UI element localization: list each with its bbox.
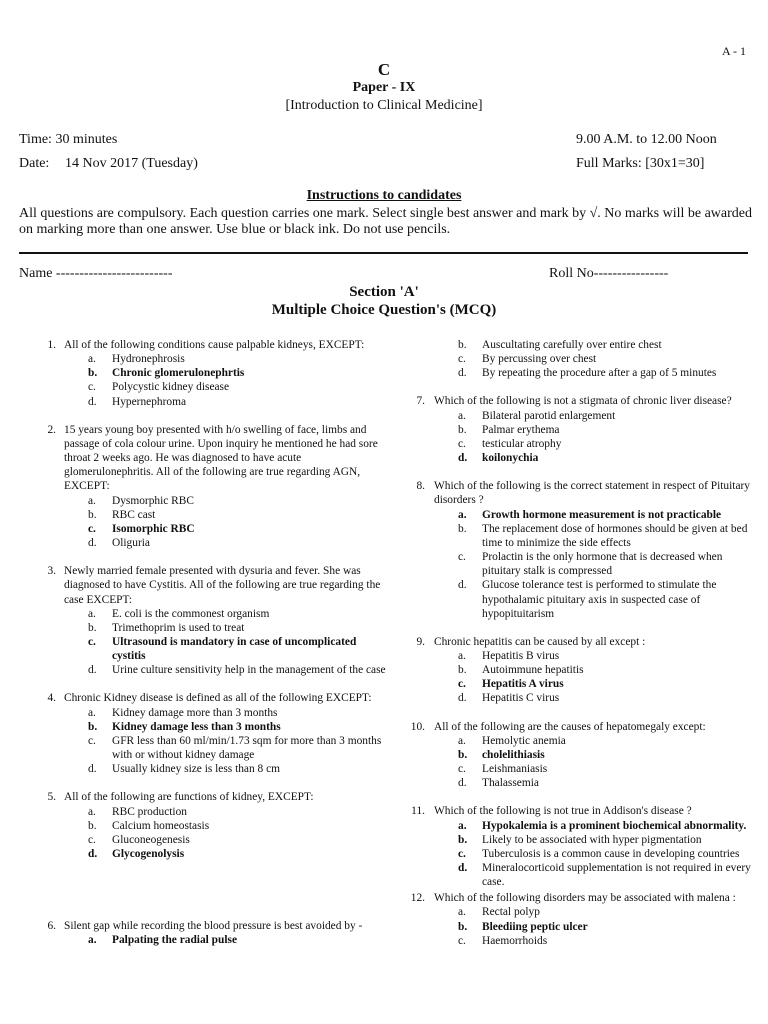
paper-number: Paper - IX [352,80,416,95]
answer-option[interactable]: a. Bilateral parotid enlargement [458,409,616,422]
answer-option[interactable]: b. Likely to be associated with hyper pigmentation [458,833,702,846]
answer-option[interactable]: d. Urine culture sensitivity help in the management of the case [88,664,386,677]
answer-option[interactable]: b. Auscultating carefully over entire chest [458,339,662,351]
question-number: 11. [411,805,425,818]
question-item [19,338,389,409]
question-text: Which of the following disorders may be associated with malena : [434,892,736,905]
answer-option[interactable]: d. Hepatitis C virus [458,692,560,705]
answer-option[interactable]: a. Hemolytic anemia [458,734,566,747]
question-number: 5. [47,791,56,804]
answer-option-marked[interactable]: a. Palpating the radial pulse [88,934,237,947]
section-title: Section 'A' [349,284,419,300]
answer-option[interactable]: a. Hepatitis B virus [458,649,560,662]
answer-option-marked[interactable]: b. Bleediing peptic ulcer [458,920,588,933]
answer-option-marked[interactable]: a. Growth hormone measurement is not practicable [458,508,722,521]
answer-option[interactable]: a. Kidney damage more than 3 months [88,706,278,719]
question-item [19,790,389,861]
question-text: All of the following are functions of kidney, EXCEPT: [64,791,314,804]
answer-option[interactable]: b. The replacement dose of hormones should be given at bed time to minimize the side effects [458,522,748,549]
exam-date-value: 14 Nov 2017 (Tuesday) [65,156,198,171]
answer-option[interactable]: c. testicular atrophy [458,437,562,450]
answer-option[interactable]: a. Rectal polyp [458,906,540,919]
question-number: 9. [416,635,425,648]
answer-option[interactable]: d. Mineralocorticoid supplementation is not required in every case. [458,862,751,889]
question-item [407,394,757,465]
answer-option[interactable]: a. E. coli is the commonest organism [88,607,270,620]
answer-option-marked[interactable]: b. Chronic glomerulonephrtis [88,367,245,380]
answer-option-marked[interactable]: d. koilonychia [458,452,539,465]
answer-option[interactable]: d. Usually kidney size is less than 8 cm [88,763,280,776]
answer-option[interactable]: c. Prolactin is the only hormone that is decreased when pituitary stalk is compressed [458,551,723,578]
answer-option[interactable]: b. Trimethoprim is used to treat [88,621,245,634]
questions-right-column [407,338,757,962]
question-item [19,691,389,776]
question-item [407,479,757,621]
answer-option[interactable]: c. By percussing over chest [458,353,597,366]
question-number: 10. [410,720,425,733]
question-number: 1. [47,339,56,351]
question-text: All of the following conditions cause palpable kidneys, EXCEPT: [64,339,365,351]
answer-option[interactable]: d. Oliguria [88,537,150,550]
question-text: Newly married female presented with dysuria and fever. She was diagnosed to have Cystitis. All of the following are true regarding the case EXCEPT: [64,565,381,606]
candidate-name-field: Name ------------------------- [19,266,173,281]
answer-option-marked[interactable]: c. Ultrasound is mandatory in case of uncomplicated cystitis [88,635,357,663]
full-marks: Full Marks: [30x1=30] [576,156,705,171]
answer-option-marked[interactable]: b. Kidney damage less than 3 months [88,720,281,733]
paper-set-letter: C [377,60,391,79]
question-item-continued [407,338,757,380]
paper-subject: [Introduction to Clinical Medicine] [285,98,483,113]
answer-option[interactable]: b. Autoimmune hepatitis [458,664,584,677]
answer-option[interactable]: d. Thalassemia [458,777,539,790]
answer-option[interactable]: c. GFR less than 60 ml/min/1.73 sqm for more than 3 months with or without kidney damage [88,734,382,762]
answer-option[interactable]: d. Hypernephroma [88,395,187,408]
answer-option[interactable]: a. Dysmorphic RBC [88,494,194,507]
exam-time: Time: 30 minutes [19,132,118,147]
question-text: Which of the following is not a stigmata of chronic liver disease? [434,395,732,408]
question-text: Chronic Kidney disease is defined as all of the following EXCEPT: [64,692,372,705]
question-number: 4. [47,692,56,705]
answer-option[interactable]: c. Gluconeogenesis [88,833,190,846]
instructions-title: Instructions to candidates [306,188,462,203]
question-number: 8. [416,480,425,493]
question-item [407,720,757,791]
answer-option-marked[interactable]: b. cholelithiasis [458,748,545,761]
question-number: 6. [47,920,56,933]
instructions-body: All questions are compulsory. Each question carries one mark. Select single best answer and mark by √. No marks will be awarded on marking more than one answer. Use blue or black ink. Do not use pencils. [19,206,753,237]
questions-left-column [19,338,389,961]
question-text: All of the following are the causes of hepatomegaly except: [434,720,706,733]
question-text: 15 years young boy presented with h/o swelling of face, limbs and passage of cola colour urine. Upon inquiry he mentioned he had sore throat 2 weeks ago. He was diagnosed to have acute glomerulonephritis. All of the following are true regarding AGN, EXCEPT: [64,423,378,493]
question-item [19,564,389,677]
question-item [407,891,757,948]
exam-time-range: 9.00 A.M. to 12.00 Noon [576,132,717,147]
question-item [19,423,389,550]
question-text: Chronic hepatitis can be caused by all except : [434,635,646,648]
answer-option[interactable]: c. Polycystic kidney disease [88,381,230,394]
exam-date-label: Date: [19,156,50,171]
roll-number-field: Roll No---------------- [549,266,669,281]
question-text: Silent gap while recording the blood pressure is best avoided by - [64,920,363,933]
question-item [407,635,757,706]
question-text: Which of the following is not true in Addison's disease ? [434,805,692,818]
answer-option[interactable]: d. Glucose tolerance test is performed to stimulate the hypothalamic pituitary axis in suspected case of hypopituitarism [458,579,717,620]
section-subtitle: Multiple Choice Question's (MCQ) [271,302,497,318]
answer-option-marked[interactable]: c. Isomorphic RBC [88,522,195,535]
question-item [19,919,389,947]
answer-option[interactable]: b. RBC cast [88,508,156,521]
question-item [407,804,757,889]
answer-option[interactable]: b. Calcium homeostasis [88,819,210,832]
question-text: Which of the following is the correct statement in respect of Pituitary disorders ? [434,480,750,507]
answer-option[interactable]: a. Hydronephrosis [88,353,185,366]
page-code: A - 1 [722,44,746,58]
answer-option[interactable]: a. RBC production [88,805,187,818]
question-number: 2. [47,423,56,436]
question-number: 12. [410,892,425,905]
answer-option[interactable]: c. Tuberculosis is a common cause in developing countries [458,847,740,860]
answer-option-marked[interactable]: c. Hepatitis A virus [458,678,564,691]
question-number: 7. [416,395,425,408]
answer-option[interactable]: c. Haemorrhoids [458,934,548,947]
answer-option[interactable]: d. By repeating the procedure after a gap of 5 minutes [458,367,717,380]
separator-line [19,252,748,254]
question-number: 3. [47,565,56,578]
answer-option-marked[interactable]: d. Glycogenolysis [88,848,185,860]
answer-option-marked[interactable]: a. Hypokalemia is a prominent biochemical abnormality. [458,819,747,832]
answer-option[interactable]: c. Leishmaniasis [458,763,548,776]
answer-option[interactable]: b. Palmar erythema [458,423,560,436]
